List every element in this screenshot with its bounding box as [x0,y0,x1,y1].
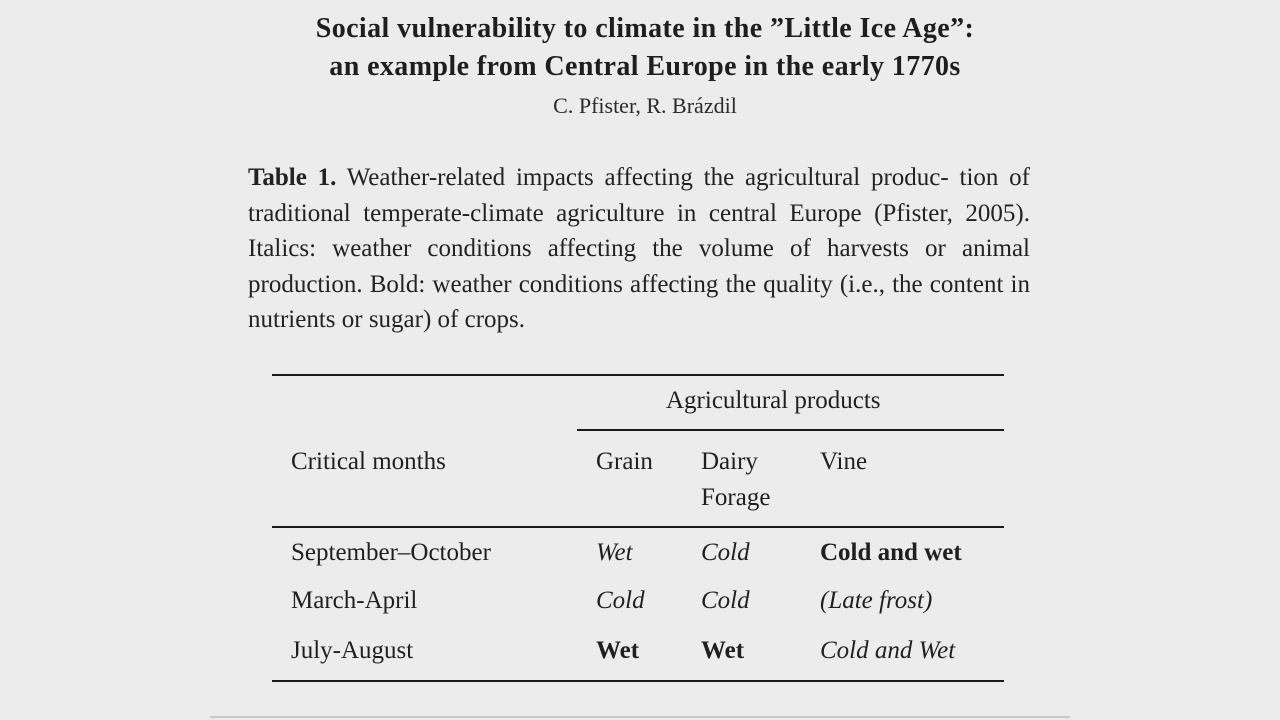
table-row-3-vine: Cold and Wet [820,637,956,664]
table-row-1-dairy: Cold [701,539,750,566]
paper-authors: C. Pfister, R. Brázdil [553,93,737,118]
table-header-rule [272,526,1004,528]
paper-title-line-2: an example from Central Europe in the early 1770s [329,51,961,82]
table-row-1-vine: Cold and wet [820,539,962,566]
page-bottom-divider [210,716,1070,718]
table-group-header: Agricultural products [666,387,881,414]
table-group-rule [577,429,1004,431]
table-col-dairy-line-1: Dairy [701,448,758,475]
table-row-header: Critical months [291,448,446,475]
table-row-2-month: March-April [291,587,418,614]
table-row-3-grain: Wet [596,637,640,664]
table-row-1-grain: Wet [596,539,633,566]
paper-title [0,10,1280,86]
table-caption-line-4: harvests or animal production. Bold: weather conditions affecting [248,235,1031,298]
table-caption [248,160,1030,338]
table-row-1-month: September–October [291,539,491,566]
table-col-grain: Grain [596,448,653,475]
table-top-rule [272,374,1004,376]
table-row-3-month: July-August [291,637,414,664]
table-caption-line-3: (Pfister, 2005). Italics: weather conditions affecting the volume of [248,199,1030,262]
table-row-2-dairy: Cold [701,587,750,614]
paper-title-line-1: Social vulnerability to climate in the ”Little Ice Age”: [315,13,975,44]
table-col-vine: Vine [820,448,868,475]
table-row-3-dairy: Wet [701,637,745,664]
table-col-dairy-line-2: Forage [701,484,771,511]
table-caption-line-5: the quality (i.e., the content in nutrients or sugar) of crops. [248,270,1030,333]
table-caption-label: Table 1. [248,164,337,191]
table-row-2-vine: (Late frost) [820,587,933,614]
table-caption-line-1: Weather-related impacts affecting the agricultural produc- [346,164,949,191]
table-bottom-rule [272,680,1004,682]
table-row-2-grain: Cold [596,587,645,614]
table-caption-line-2: tion of traditional temperate-climate agriculture in central Europe [248,164,1030,227]
